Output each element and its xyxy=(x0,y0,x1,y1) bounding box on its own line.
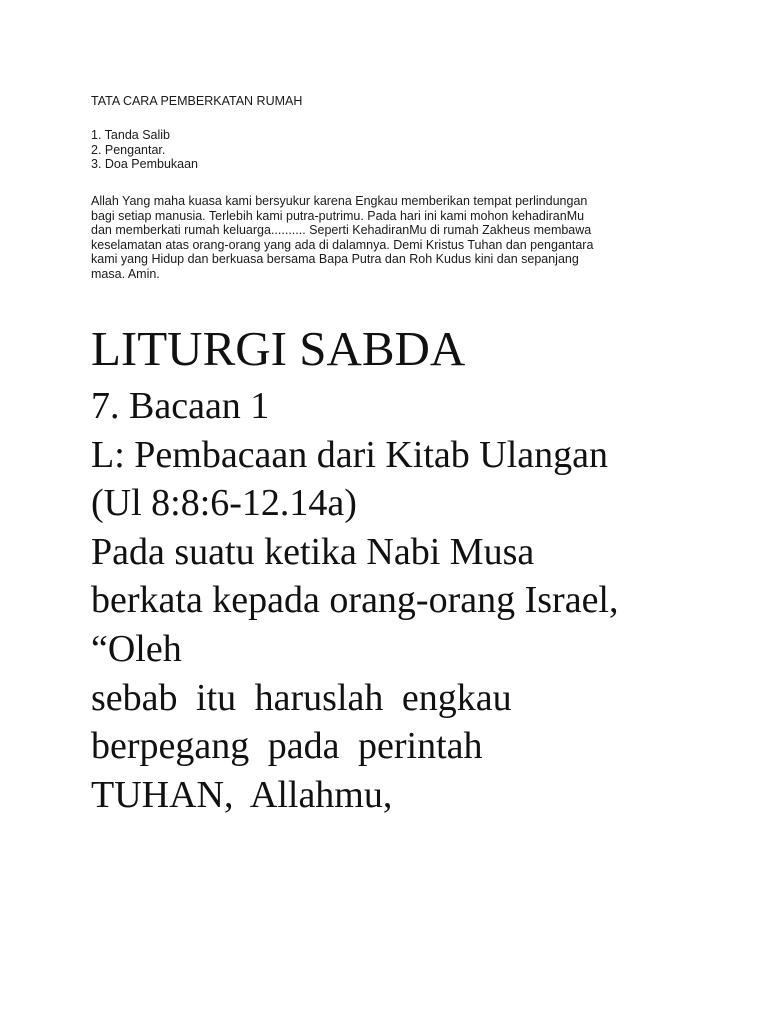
reading-line: sebab itu haruslah engkau xyxy=(91,676,512,719)
prayer-line: masa. Amin. xyxy=(91,266,160,281)
prayer-line: bagi setiap manusia. Terlebih kami putra-putrimu. Pada hari ini kami mohon kehadiranMu xyxy=(91,208,585,223)
prayer-line: Allah Yang maha kuasa kami bersyukur karena Engkau memberikan tempat perlindungan xyxy=(91,194,588,208)
document-title: TATA CARA PEMBERKATAN RUMAH xyxy=(91,94,303,108)
reading-line: 7. Bacaan 1 xyxy=(91,385,270,427)
reading-line: “Oleh xyxy=(91,627,182,670)
prayer-line: dan memberkati rumah keluarga.......... Seperti KehadiranMu di rumah Zakheus membawa xyxy=(91,223,592,237)
opening-prayer-paragraph xyxy=(91,194,681,281)
reading-line: L: Pembacaan dari Kitab Ulangan xyxy=(91,433,609,476)
reading-line: berkata kepada orang-orang Israel, xyxy=(91,579,619,622)
first-reading-text xyxy=(91,382,619,819)
step-item: 2. Pengantar. xyxy=(91,142,166,157)
reading-line: TUHAN, Allahmu, xyxy=(91,773,393,816)
reading-line: berpegang pada perintah xyxy=(91,725,483,768)
prayer-line: keselamatan atas orang-orang yang ada di dalamnya. Demi Kristus Tuhan dan pengantara xyxy=(91,237,594,252)
reading-line: Pada suatu ketika Nabi Musa xyxy=(91,530,535,573)
step-item: 1. Tanda Salib xyxy=(91,128,170,142)
ceremony-steps-list xyxy=(91,128,198,172)
prayer-line: kami yang Hidup dan berkuasa bersama Bapa Putra dan Roh Kudus kini dan sepanjang xyxy=(91,252,579,266)
section-heading: LITURGI SABDA xyxy=(91,321,466,376)
step-item: 3. Doa Pembukaan xyxy=(91,157,199,171)
reading-line: (Ul 8:8:6-12.14a) xyxy=(91,482,357,525)
